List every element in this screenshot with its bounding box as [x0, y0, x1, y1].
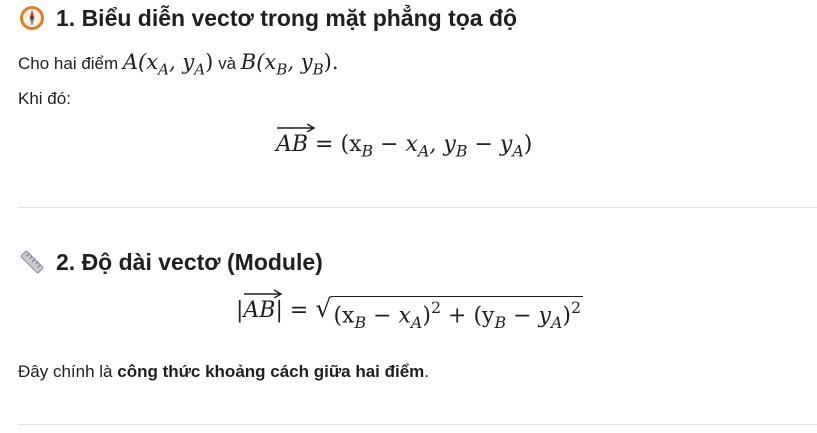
and-text: và [213, 54, 241, 73]
square-root: √ $(x_B - x_A)^2 + (y_B - y_A)^2$ [315, 294, 582, 333]
radicand: $(x_B - x_A)^2 + (y_B - y_A)^2$ [333, 298, 582, 333]
point-b-math: $B(x_B$, $y_B$). [240, 50, 339, 79]
then-text: Khi đó: [18, 89, 71, 108]
point-a-math: $A(x_A$, $y_A$) [122, 50, 214, 79]
compass-icon [18, 4, 46, 32]
distance-formula-emphasis: công thức khoảng cách giữa hai điểm [117, 362, 425, 381]
conclusion-paragraph: Đây chính là công thức khoảng cách giữa hai điểm. [18, 362, 430, 381]
section-2-heading [18, 248, 323, 276]
section-divider [18, 424, 817, 425]
vector-coordinates-formula: AB = ($x_B - x_A$, $y_B - y_A$) [276, 132, 532, 161]
vector-arrow-icon [276, 122, 316, 132]
section-2-title: 2. Độ dài vectơ (Module) [56, 248, 323, 275]
vector-ab-magnitude: AB [243, 298, 275, 323]
section-1-heading [18, 4, 517, 32]
section-1-title: 1. Biểu diễn vectơ trong mặt phẳng tọa độ [56, 4, 518, 31]
vector-arrow-icon [243, 288, 283, 298]
section-divider [18, 207, 817, 208]
intro-text: Cho hai điểm [18, 54, 123, 73]
ruler-icon [18, 248, 46, 276]
intro-paragraph [18, 50, 339, 78]
vector-length-formula: | AB| = √ $(x_B - x_A)^2 + (y_B - y_A)^2$ [236, 296, 583, 332]
vector-ab: AB [276, 132, 308, 157]
